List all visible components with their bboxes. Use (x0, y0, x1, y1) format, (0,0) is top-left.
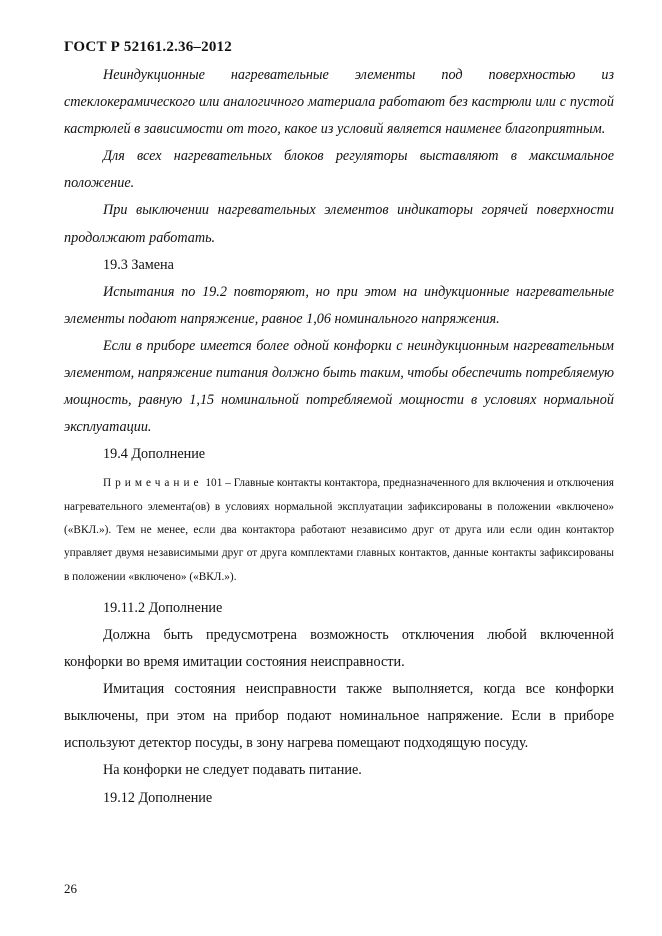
paragraph-fault-simulation: Имитация состояния неисправности также выполняется, когда все конфорки выключены, при этом на прибор подают номинальное напряжение. Если в приборе используют детектор посуды, в зону нагрева помещают подходящую посуду. (64, 681, 614, 752)
document-header: ГОСТ Р 52161.2.36–2012 (64, 39, 232, 55)
section-heading-19-4: 19.4 Дополнение (103, 446, 206, 463)
note-101 (64, 472, 614, 588)
section-heading-19-12: 19.12 Дополнение (103, 789, 213, 806)
note-label: Примечание (103, 477, 203, 490)
paragraph-tests-repeat: Испытания по 19.2 повторяют, но при этом на индукционные нагревательные элементы подают напряжение, равное 1,06 номинального напряжения. (64, 283, 614, 327)
note-text: 101 – Главные контакты контактора, предназначенного для включения и отключения нагревательного элемента(ов) в условиях нормальной эксплуатации зафиксированы в положении «включено» («ВКЛ.»). Тем не менее, если два контактора работают независимо друг от друга или если один контактор управляет двумя независимыми друг от друга комплектами главных контактов, данные контакты зафиксированы в положении «включено» («ВКЛ.»). (64, 477, 614, 583)
paragraph-disconnect: Должна быть предусмотрена возможность отключения любой включенной конфорки во время имитации состояния неисправности. (64, 626, 614, 671)
paragraph-regulators: Для всех нагревательных блоков регуляторы выставляют в максимальное положение. (64, 148, 614, 192)
page-number: 26 (64, 881, 77, 896)
paragraph-induction-note: Неиндукционные нагревательные элементы под поверхностью из стеклокерамического или аналогичного материала работают без кастрюли или с пустой кастрюлей в зависимости от того, какое из условий является наименее благоприятным. (64, 67, 614, 138)
paragraph-power-supply: Если в приборе имеется более одной конфорки с неиндукционным нагревательным элементом, напряжение питания должно быть таким, чтобы обеспечить потребляемую мощность, равную 1,15 номинальной потребляемой мощности в условиях нормальной эксплуатации. (64, 337, 614, 436)
paragraph-indicators: При выключении нагревательных элементов индикаторы горячей поверхности продолжают работать. (64, 202, 614, 246)
paragraph-no-power: На конфорки не следует подавать питание. (103, 762, 362, 779)
section-heading-19-11-2: 19.11.2 Дополнение (103, 599, 223, 616)
document-body (64, 62, 614, 812)
section-heading-19-3: 19.3 Замена (103, 256, 174, 273)
